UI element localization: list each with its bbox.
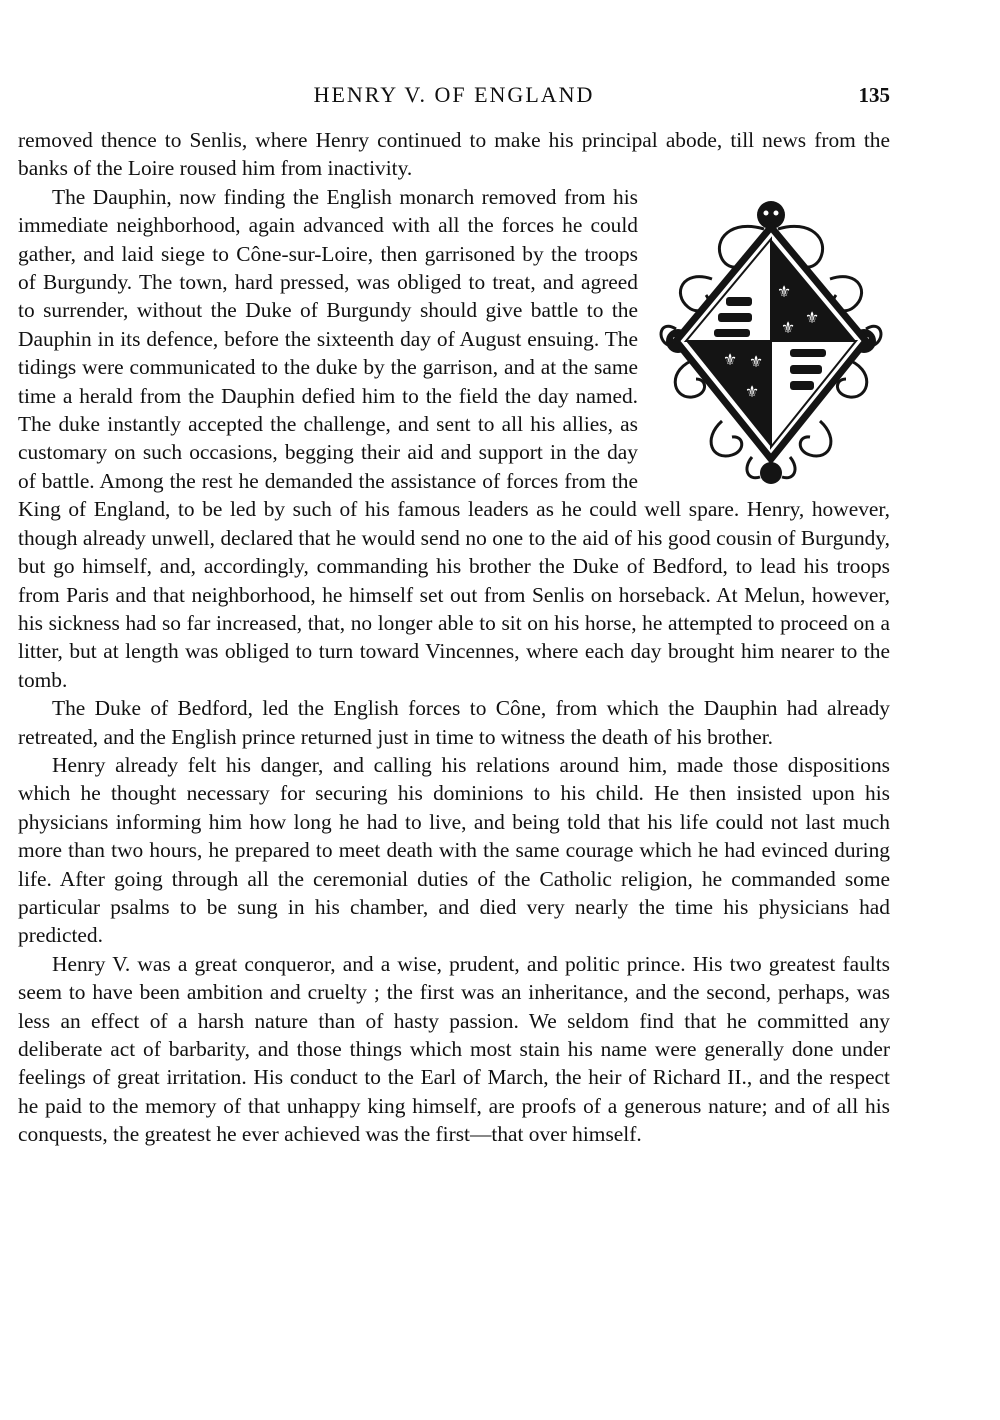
svg-text:⚜: ⚜ <box>722 349 738 369</box>
svg-text:⚜: ⚜ <box>776 281 792 301</box>
paragraph-3: The Duke of Bedford, led the English forces to Cône, from which the Dauphin had already retreated, and the English prince returned just in time to witness the death of his brother. <box>18 696 890 749</box>
page-number: 135 <box>858 83 890 107</box>
quarter-england-1 <box>686 239 771 341</box>
paragraph-1: removed thence to Senlis, where Henry continued to make his principal abode, till news from the banks of the Loire roused him from inactivity. <box>18 128 890 181</box>
svg-text:⚜: ⚜ <box>748 351 764 371</box>
paragraph-5: Henry V. was a great conqueror, and a wise, prudent, and politic prince. His two greatest faults seem to have been ambition and cruelty ; the first was an inheritance, and the second, perhaps, was less an effect of a harsh nature than of hasty passion. We seldom find that he committed any deliberate act of barbarity, and those things which most stain his name were generally done under feelings of great irritation. His conduct to the Earl of March, the heir of Richard II., and the respect he paid to the memory of that unhappy king himself, are proofs of a generous nature; and of all his conquests, the greatest he ever achieved was the first—that over himself. <box>18 951 890 1147</box>
paragraph-2: The Dauphin, now finding the English monarch removed from his immediate neighborhood, again advanced with all the forces he could gather, and laid siege to Cône-sur-Loire, then garrisoned by the troops of Burgundy. The town, hard pressed, was obliged to treat, and agreed to surrender, without the Duke of Burgundy should give battle to the Dauphin in its defence, before the sixteenth day of August ensuing. The tidings were communicated to the duke by the garrison, and at the same time a herald from the Dauphin defied him to the field the day named. The duke instantly accepted the challenge, and sent to all his allies, as customary on such occasions, begging their aid and support in the day of battle. Among the rest he demanded the assistance of forces from the King of England, to be led by such of his famous leaders as he could well spare. Henry, however, though already unwell, declared that he would send no one to the aid of his good cousin of Burgundy, but go himself, and, accordingly, commanding his brother the Duke of Bedford, to lead his troops from Paris and that neighborhood, he himself set out from Senlis on horseback. At Melun, however, his sickness had so far increased, that, no longer able to sit on his horse, he attempted to proceed on a litter, but at length was obliged to turn toward Vincennes, where each day brought him nearer to the tomb. <box>18 184 890 692</box>
paragraph-4: Henry already felt his danger, and calling his relations around him, made those dispositions which he thought necessary for securing his dominions to his child. He then insisted upon his physicians informing him how long he had to live, and being told that his life could not last much more than two hours, he prepared to meet death with the same courage which he had evinced during life. After going through all the ceremonial duties of the Catholic religion, he commanded some particular psalms to be sung in his chamber, and died very nearly the time his physicians had predicted. <box>18 752 890 948</box>
heraldic-shield-icon <box>652 189 890 495</box>
body-text <box>18 126 890 1149</box>
svg-text:⚜: ⚜ <box>804 307 820 327</box>
svg-text:⚜: ⚜ <box>780 317 796 337</box>
chapter-title: HENRY V. OF ENGLAND <box>313 82 595 107</box>
running-head <box>18 80 890 110</box>
svg-text:⚜: ⚜ <box>744 381 760 401</box>
heraldic-shield-graphic <box>652 189 890 495</box>
book-page <box>18 0 890 1420</box>
